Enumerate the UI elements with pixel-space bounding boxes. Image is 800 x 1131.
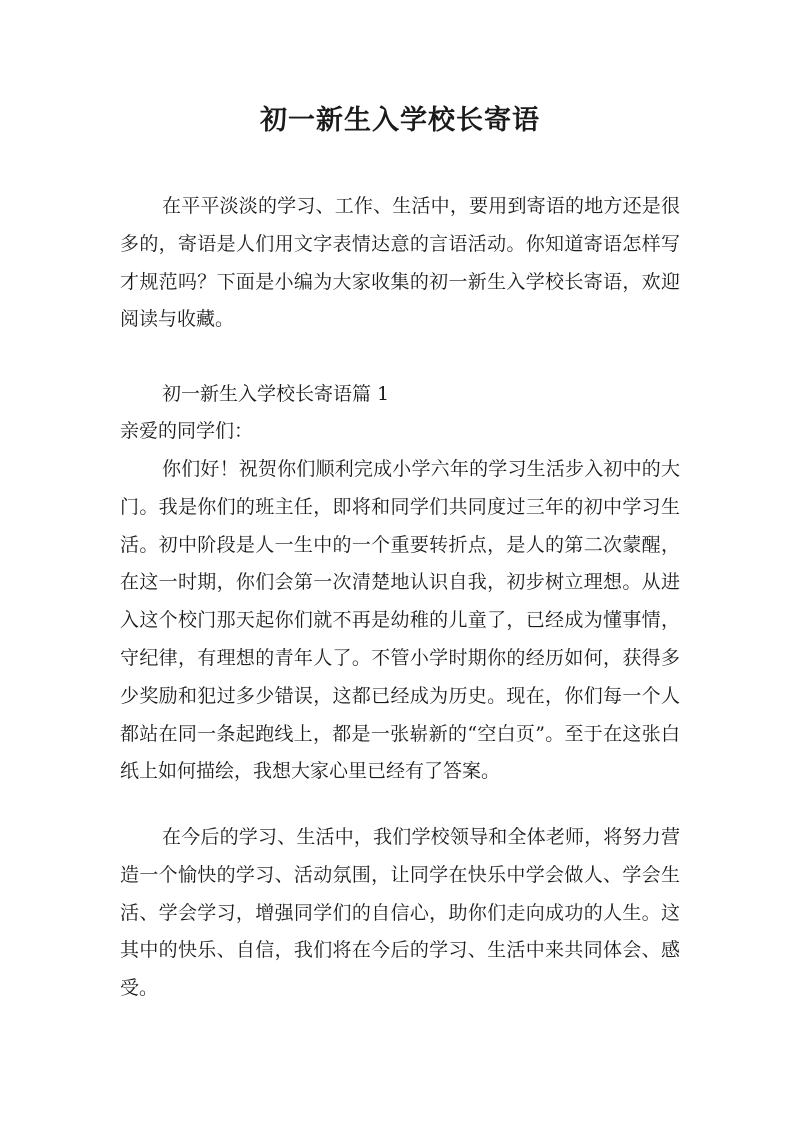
document-title: 初一新生入学校长寄语 [260, 105, 540, 136]
greeting-line: 亲爱的同学们： [120, 420, 254, 442]
intro-paragraph: 在平平淡淡的学习、工作、生活中，要用到寄语的地方还是很多的，寄语是人们用文字表情达意的言语活动。你知道寄语怎样写才规范吗？下面是小编为大家收集的初一新生入学校长寄语，欢迎阅读与收藏。 [120, 195, 680, 331]
body-paragraph-2: 在今后的学习、生活中，我们学校领导和全体老师，将努力营造一个愉快的学习、活动氛围，让同学在快乐中学会做人、学会生活、学会学习，增强同学们的自信心，助你们走向成功的人生。这其中的快乐、自信，我们将在今后的学习、生活中来共同体会、感受。 [120, 826, 680, 1000]
section-heading: 初一新生入学校长寄语篇 1 [162, 383, 390, 405]
body-paragraph-1: 你们好！祝贺你们顺利完成小学六年的学习生活步入初中的大门。我是你们的班主任，即将和同学们共同度过三年的初中学习生活。初中阶段是人一生中的一个重要转折点，是人的第二次蒙醒，在这一时期，你们会第一次清楚地认识自我，初步树立理想。从进入这个校门那天起你们就不再是幼稚的儿童了，已经成为懂事情，守纪律，有理想的青年人了。不管小学时期你的经历如何，获得多少奖励和犯过多少错误，这都已经成为历史。现在，你们每一个人都站在同一条起跑线上，都是一张崭新的“空白页”。至于在这张白纸上如何描绘，我想大家心里已经有了答案。 [120, 458, 680, 783]
